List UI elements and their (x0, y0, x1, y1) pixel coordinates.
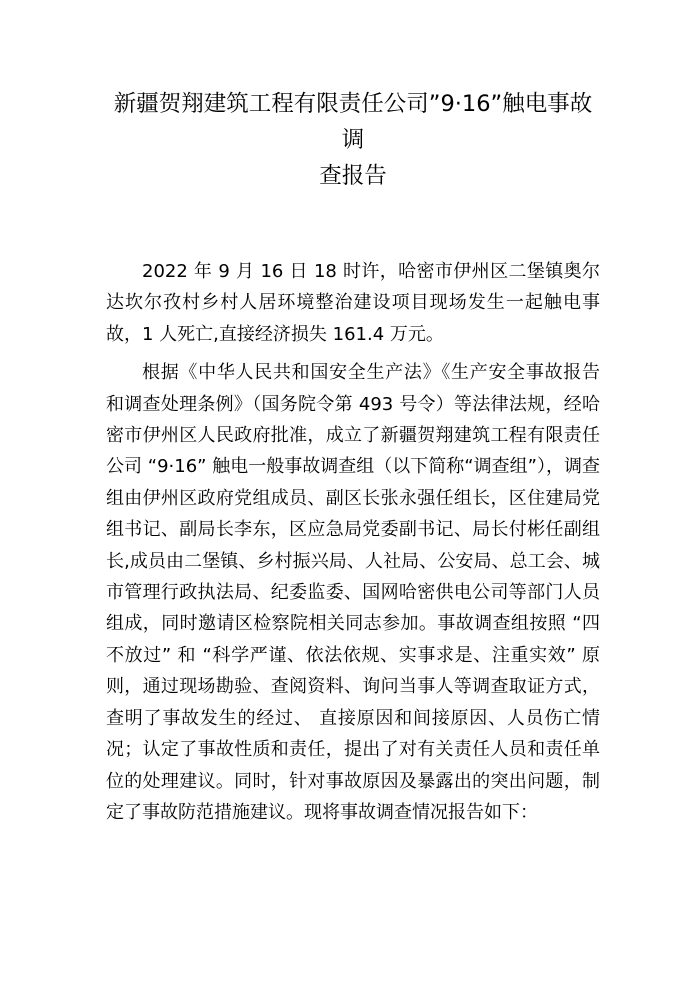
document-title (106, 0, 600, 194)
document-title-line-2: 查报告 (319, 163, 387, 189)
paragraph-accident-summary: 2022 年 9 月 16 日 18 时许，哈密市伊州区二堡镇奥尔达坎尔孜村乡村人居环境整治建设项目现场发生一起触电事故，1 人死亡,直接经济损失 161.4 万元。 (106, 261, 600, 345)
document-body (106, 256, 600, 828)
document-title-line-1: 新疆贺翔建筑工程有限责任公司”9·16”触电事故调 (113, 91, 593, 153)
paragraph-investigation-basis: 根据《中华人民共和国安全生产法》《生产安全事故报告和调查处理条例》（国务院令第 493 号令）等法律法规，经哈密市伊州区人民政府批准，成立了新疆贺翔建筑工程有限责任公司 “9·16” 触电一般事故调查组（以下简称“调查组”），调查组由伊州区政府党组成员、副区长张永强任组长，区住建局党组书记、副局长李东，区应急局党委副书记、局长付彬任副组长,成员由二堡镇、乡村振兴局、人社局、公安局、总工会、城市管理行政执法局、纪委监委、国网哈密供电公司等部门人员组成，同时邀请区检察院相关同志参加。事故调查组按照 “四不放过” 和 “科学严谨、依法依规、实事求是、注重实效” 原则，通过现场勘验、查阅资料、询问当事人等调查取证方式，查明了事故发生的经过、 直接原因和间接原因、人员伤亡情况；认定了事故性质和责任，提出了对有关责任人员和责任单位的处理建议。同时，针对事故原因及暴露出的突出问题，制定了事故防范措施建议。现将事故调查情况报告如下： (106, 362, 600, 823)
